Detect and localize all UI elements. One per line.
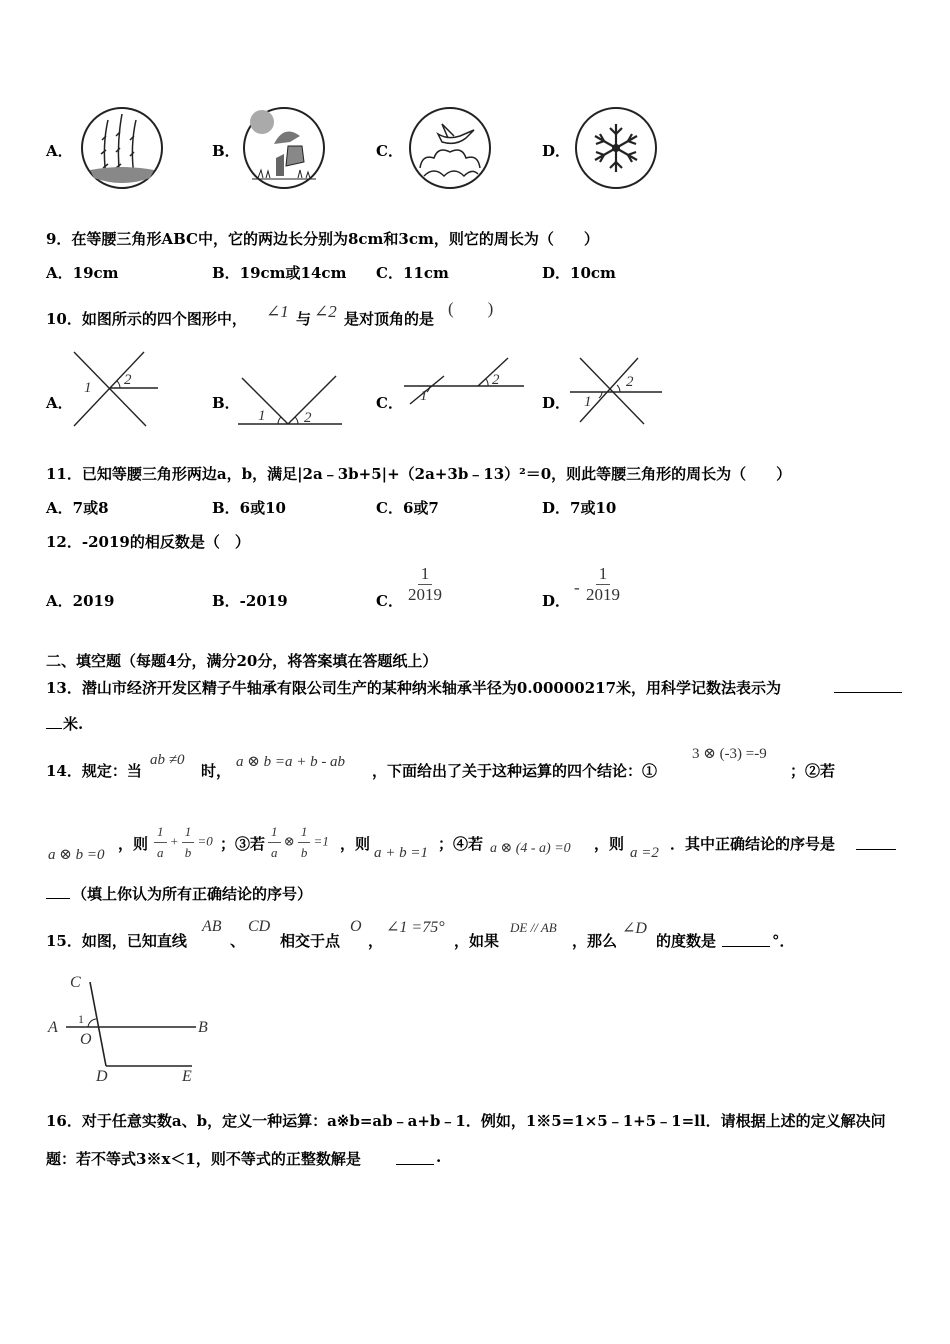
q15-sep: 、 [230,932,246,950]
q14-p10: ．其中正确结论的序号是 [670,835,836,853]
q14-c3-num1: 1 [268,822,281,843]
q15-par: DE // AB [510,920,557,935]
q14-p1: 14．规定：当 [46,762,142,780]
q10-figure-b [238,372,344,426]
q13-line1: 13．潜山市经济开发区精子牛轴承有限公司生产的某种纳米轴承半径为0.00000217米，用科学记数法表示为 [46,679,782,697]
q11-stem: 11．已知等腰三角形两边a，b，满足|2a﹣3b+5|+（2a+3b﹣13）²＝0，则此等腰三角形的周长为（ ） [46,465,792,483]
q15-p1: 15．如图，已知直线 [46,932,187,950]
q10-c-mark1: 1 [420,388,428,404]
q15-fig-1: 1 [78,1012,84,1026]
q15-p5: ，那么 [572,932,618,950]
q9-stem: 9．在等腰三角形ABC中，它的两边长分别为8cm和3cm，则它的周长为（ ） [46,230,599,248]
q8-option-d-label: D． [542,142,571,160]
q15-ang: ∠1 =75° [386,919,445,936]
bird-cloud-icon [408,106,492,190]
q10-stem-a: 10．如图所示的四个图形中， [46,310,247,328]
q14-def: a ⊗ b =a + b - ab [236,754,346,770]
q12-option-c[interactable]: C． [376,592,403,610]
section-2-heading: 二、填空题（每题4分，满分20分，将答案填在答题纸上） [46,652,438,670]
q11-option-c[interactable]: C．6或7 [376,499,439,517]
q14-c3-num2: 1 [298,822,311,843]
q12-d-den: 2019 [586,585,620,604]
q14-c2-expr [154,822,213,863]
q12-c-den: 2019 [408,585,442,604]
q12-d-fraction [586,564,620,605]
q10-angle2: ∠2 [314,302,337,321]
q12-option-a[interactable]: A．2019 [46,592,115,610]
q10-option-d[interactable]: D． [542,394,571,412]
q16-line2: 题：若不等式3※x＜1，则不等式的正整数解是 [46,1150,361,1168]
q10-paren: ( ) [448,299,494,318]
q16-end: . [436,1148,442,1166]
q15-p6: 的度数是 [656,932,717,950]
q12-option-d[interactable]: D． [542,592,571,610]
q14-p9: ，则 [594,835,625,853]
q11-option-d[interactable]: D．7或10 [542,499,617,517]
q15-p2: 相交于点 [280,932,341,950]
q15-p7: °． [772,932,795,950]
q10-option-a[interactable]: A． [46,394,73,412]
q12-d-neg: - [574,578,580,597]
q11-option-a[interactable]: A．7或8 [46,499,109,517]
q14-line3: （填上你认为所有正确结论的序号） [72,885,313,903]
q15-angd: ∠D [622,920,647,937]
q10-option-b[interactable]: B． [212,394,240,412]
q15-fig-e: E [182,1068,192,1085]
q9-option-a[interactable]: A．19cm [46,264,119,282]
q14-answer-blank-2[interactable] [46,884,70,899]
q14-p4: ；②若 [790,762,836,780]
q14-c3-den-a: a [271,845,278,860]
q12-c-fraction [408,564,442,605]
q10-d-mark2: 2 [626,374,634,390]
q14-c3-eq: =1 [313,833,329,849]
mushroom-house-icon [242,106,326,190]
q10-d-mark1: 1 [584,394,592,410]
q14-p5: ，则 [118,835,149,853]
q15-cd: CD [248,918,271,935]
q15-fig-b: B [198,1019,208,1036]
q15-fig-c: C [70,974,81,991]
q14-c2-den-b: b [184,845,192,860]
q12-stem: 12．-2019的相反数是（ ） [46,533,250,551]
q9-option-d[interactable]: D．10cm [542,264,616,282]
q14-c1: 3 ⊗ (-3) =-9 [692,746,767,762]
q15-answer-blank[interactable] [722,932,770,947]
q10-c-mark2: 2 [492,372,500,388]
q14-p2: 时， [201,762,232,780]
q8-option-c-label: C． [376,142,403,160]
q13-answer-blank-2[interactable] [46,714,62,729]
q10-figure-d [568,356,664,426]
q14-p8: ；④若 [438,835,484,853]
q13-answer-blank-1[interactable] [834,678,902,693]
snowflake-icon [574,106,658,190]
q14-p3: ，下面给出了关于这种运算的四个结论：① [372,762,658,780]
q14-cond: ab ≠0 [150,752,185,768]
q10-option-c[interactable]: C． [376,394,403,412]
q14-c2-den-a: a [157,845,164,860]
q14-c3-expr [268,822,329,863]
q14-c2-eq: =0 [197,833,213,849]
q14-c2-num1: 1 [154,822,167,843]
q10-a-mark2: 2 [124,372,132,388]
q10-b-mark1: 1 [258,408,266,424]
q16-answer-blank[interactable] [396,1150,434,1165]
q10-stem-b: 是对顶角的是 [344,310,435,328]
q9-option-c[interactable]: C．11cm [376,264,449,282]
q14-c4r: a =2 [630,845,659,861]
q13-line2-end: 米. [63,715,84,733]
q11-option-b[interactable]: B．6或10 [212,499,286,517]
q14-p6: ；③若 [220,835,266,853]
q16-line1: 16．对于任意实数a、b，定义一种运算：a※b=ab﹣a+b﹣1．例如，1※5=1×5﹣1+5﹣1=ll．请根据上述的定义解决问 [46,1112,886,1130]
q10-angle1: ∠1 [266,302,289,321]
q12-option-b[interactable]: B．-2019 [212,592,288,610]
q14-c2-num2: 1 [182,822,195,843]
q10-b-mark2: 2 [304,410,312,426]
q8-option-a-label: A． [46,142,73,160]
q15-ab: AB [202,918,222,935]
q12-c-num: 1 [418,564,433,585]
q14-c4: a ⊗ (4 - a) =0 [490,841,571,856]
q14-c3-den-b: b [300,845,308,860]
q14-c3r: a + b =1 [374,845,428,861]
q14-answer-blank-1[interactable] [856,835,896,850]
q15-fig-d: D [96,1068,108,1085]
q15-o: O [350,918,362,935]
q14-p7: ，则 [340,835,371,853]
q15-p4: ，如果 [454,932,500,950]
willow-tree-icon [80,106,164,190]
q15-fig-a: A [48,1019,58,1036]
q12-d-num: 1 [596,564,611,585]
q8-option-b-label: B． [212,142,240,160]
q15-fig-o: O [80,1031,92,1048]
q14-c2-plus: + [169,833,179,849]
q9-option-b[interactable]: B．19cm或14cm [212,264,347,282]
q15-p3: ， [368,932,384,950]
q10-stem-mid: 与 [296,310,312,328]
q14-c2a: a ⊗ b =0 [48,847,105,863]
q14-c3-otimes: ⊗ [283,833,295,849]
q10-a-mark1: 1 [84,380,92,396]
